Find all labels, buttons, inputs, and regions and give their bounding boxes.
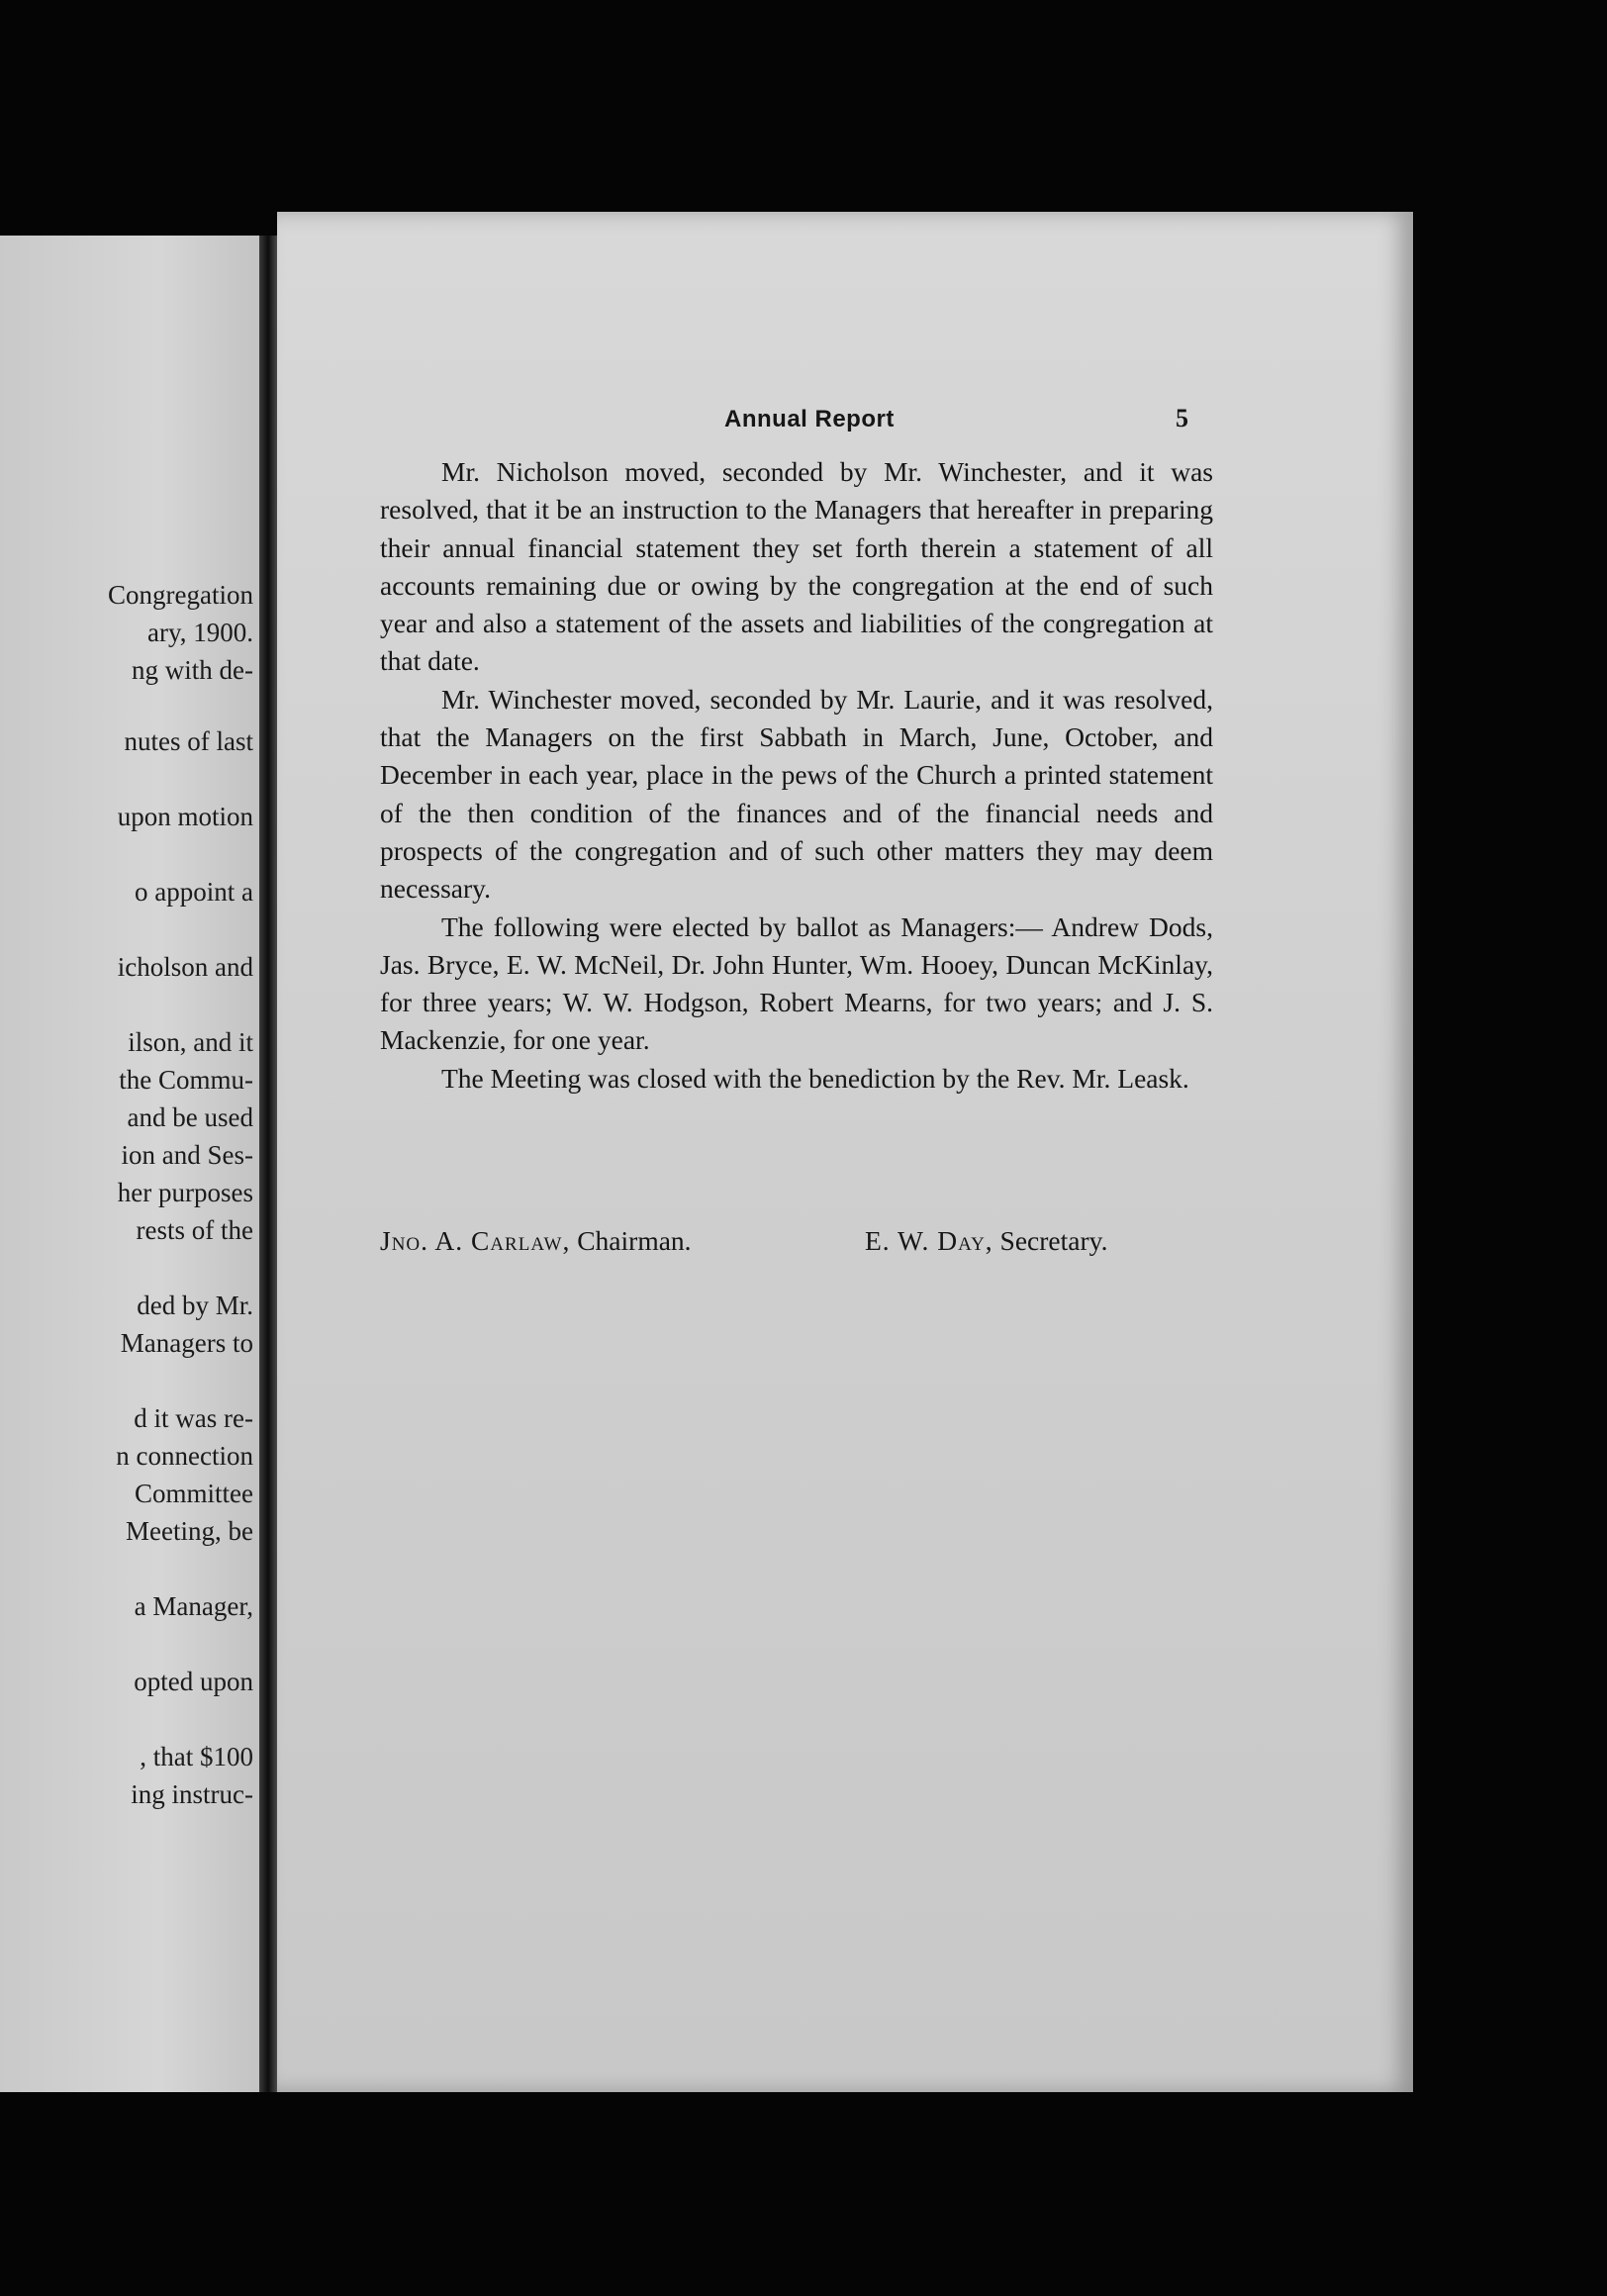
left-page — [0, 236, 265, 2092]
paragraph: Mr. Winchester moved, seconded by Mr. Laurie, and it was resolved, that the Managers on the first Sabbath in March, June, October, and December in each year, place in the pews of the Church a printed statement of the then condition of the finances and of the financial needs and prospects of the congregation and of such other matters they may deem necessary. — [380, 683, 1213, 905]
secretary-title: Secretary. — [999, 1225, 1108, 1256]
left-page-line: her purposes — [117, 1178, 253, 1207]
left-page-line: rests of the — [136, 1215, 253, 1245]
left-page-line: o appoint a — [135, 877, 253, 907]
left-page-line: a Manager, — [134, 1591, 253, 1621]
paragraph: The following were elected by ballot as Managers:— Andrew Dods, Jas. Bryce, E. W. McNeil, Dr. John Hunter, Wm. Hooey, Duncan McKinlay, for three years; W. W. Hodgson, Robert Mearns, for two years; and J. S. Mackenzie, for one year. — [380, 910, 1213, 1056]
left-page-line: d it was re- — [134, 1403, 253, 1433]
left-page-line: nutes of last — [124, 726, 253, 756]
secretary-signature — [865, 1225, 1107, 1257]
left-page-line: Meeting, be — [126, 1516, 253, 1546]
left-page-line: ng with de- — [132, 655, 253, 685]
left-page-line: upon motion — [117, 802, 253, 831]
paragraph: The Meeting was closed with the benediction by the Rev. Mr. Leask. — [441, 1062, 1189, 1094]
chairman-signature — [380, 1225, 692, 1257]
left-page-line: ion and Ses- — [121, 1140, 253, 1170]
running-head: Annual Report — [724, 406, 895, 432]
left-page-line: n connection — [116, 1441, 253, 1471]
secretary-name: E. W. Day, — [865, 1225, 993, 1256]
right-page — [277, 212, 1413, 2092]
left-page-line: ary, 1900. — [147, 618, 253, 647]
left-page-line: Managers to — [120, 1328, 253, 1358]
left-page-line: and be used — [127, 1102, 253, 1132]
left-page-line: ilson, and it — [128, 1027, 253, 1057]
left-page-line: opted upon — [134, 1667, 253, 1696]
body-text — [380, 453, 1213, 1098]
left-page-line: the Commu- — [119, 1065, 253, 1095]
chairman-name: Jno. A. Carlaw, — [380, 1225, 571, 1256]
left-page-line: icholson and — [117, 952, 253, 982]
left-page-line: ing instruc- — [131, 1779, 253, 1809]
book-gutter — [259, 236, 277, 2092]
left-page-line: Committee — [135, 1479, 253, 1508]
left-page-line: Congregation — [108, 580, 253, 610]
left-page-line: ded by Mr. — [137, 1291, 253, 1320]
left-page-line: , that $100 — [140, 1742, 253, 1771]
paragraph: Mr. Nicholson moved, seconded by Mr. Winchester, and it was resolved, that it be an instruction to the Managers that hereafter in preparing their annual financial statement they set forth therein a statement of all accounts remaining due or owing by the congregation at the end of such year and also a statement of the assets and liabilities of the congregation at that date. — [380, 456, 1213, 677]
page-number: 5 — [1176, 404, 1188, 432]
chairman-title: Chairman. — [577, 1225, 692, 1256]
